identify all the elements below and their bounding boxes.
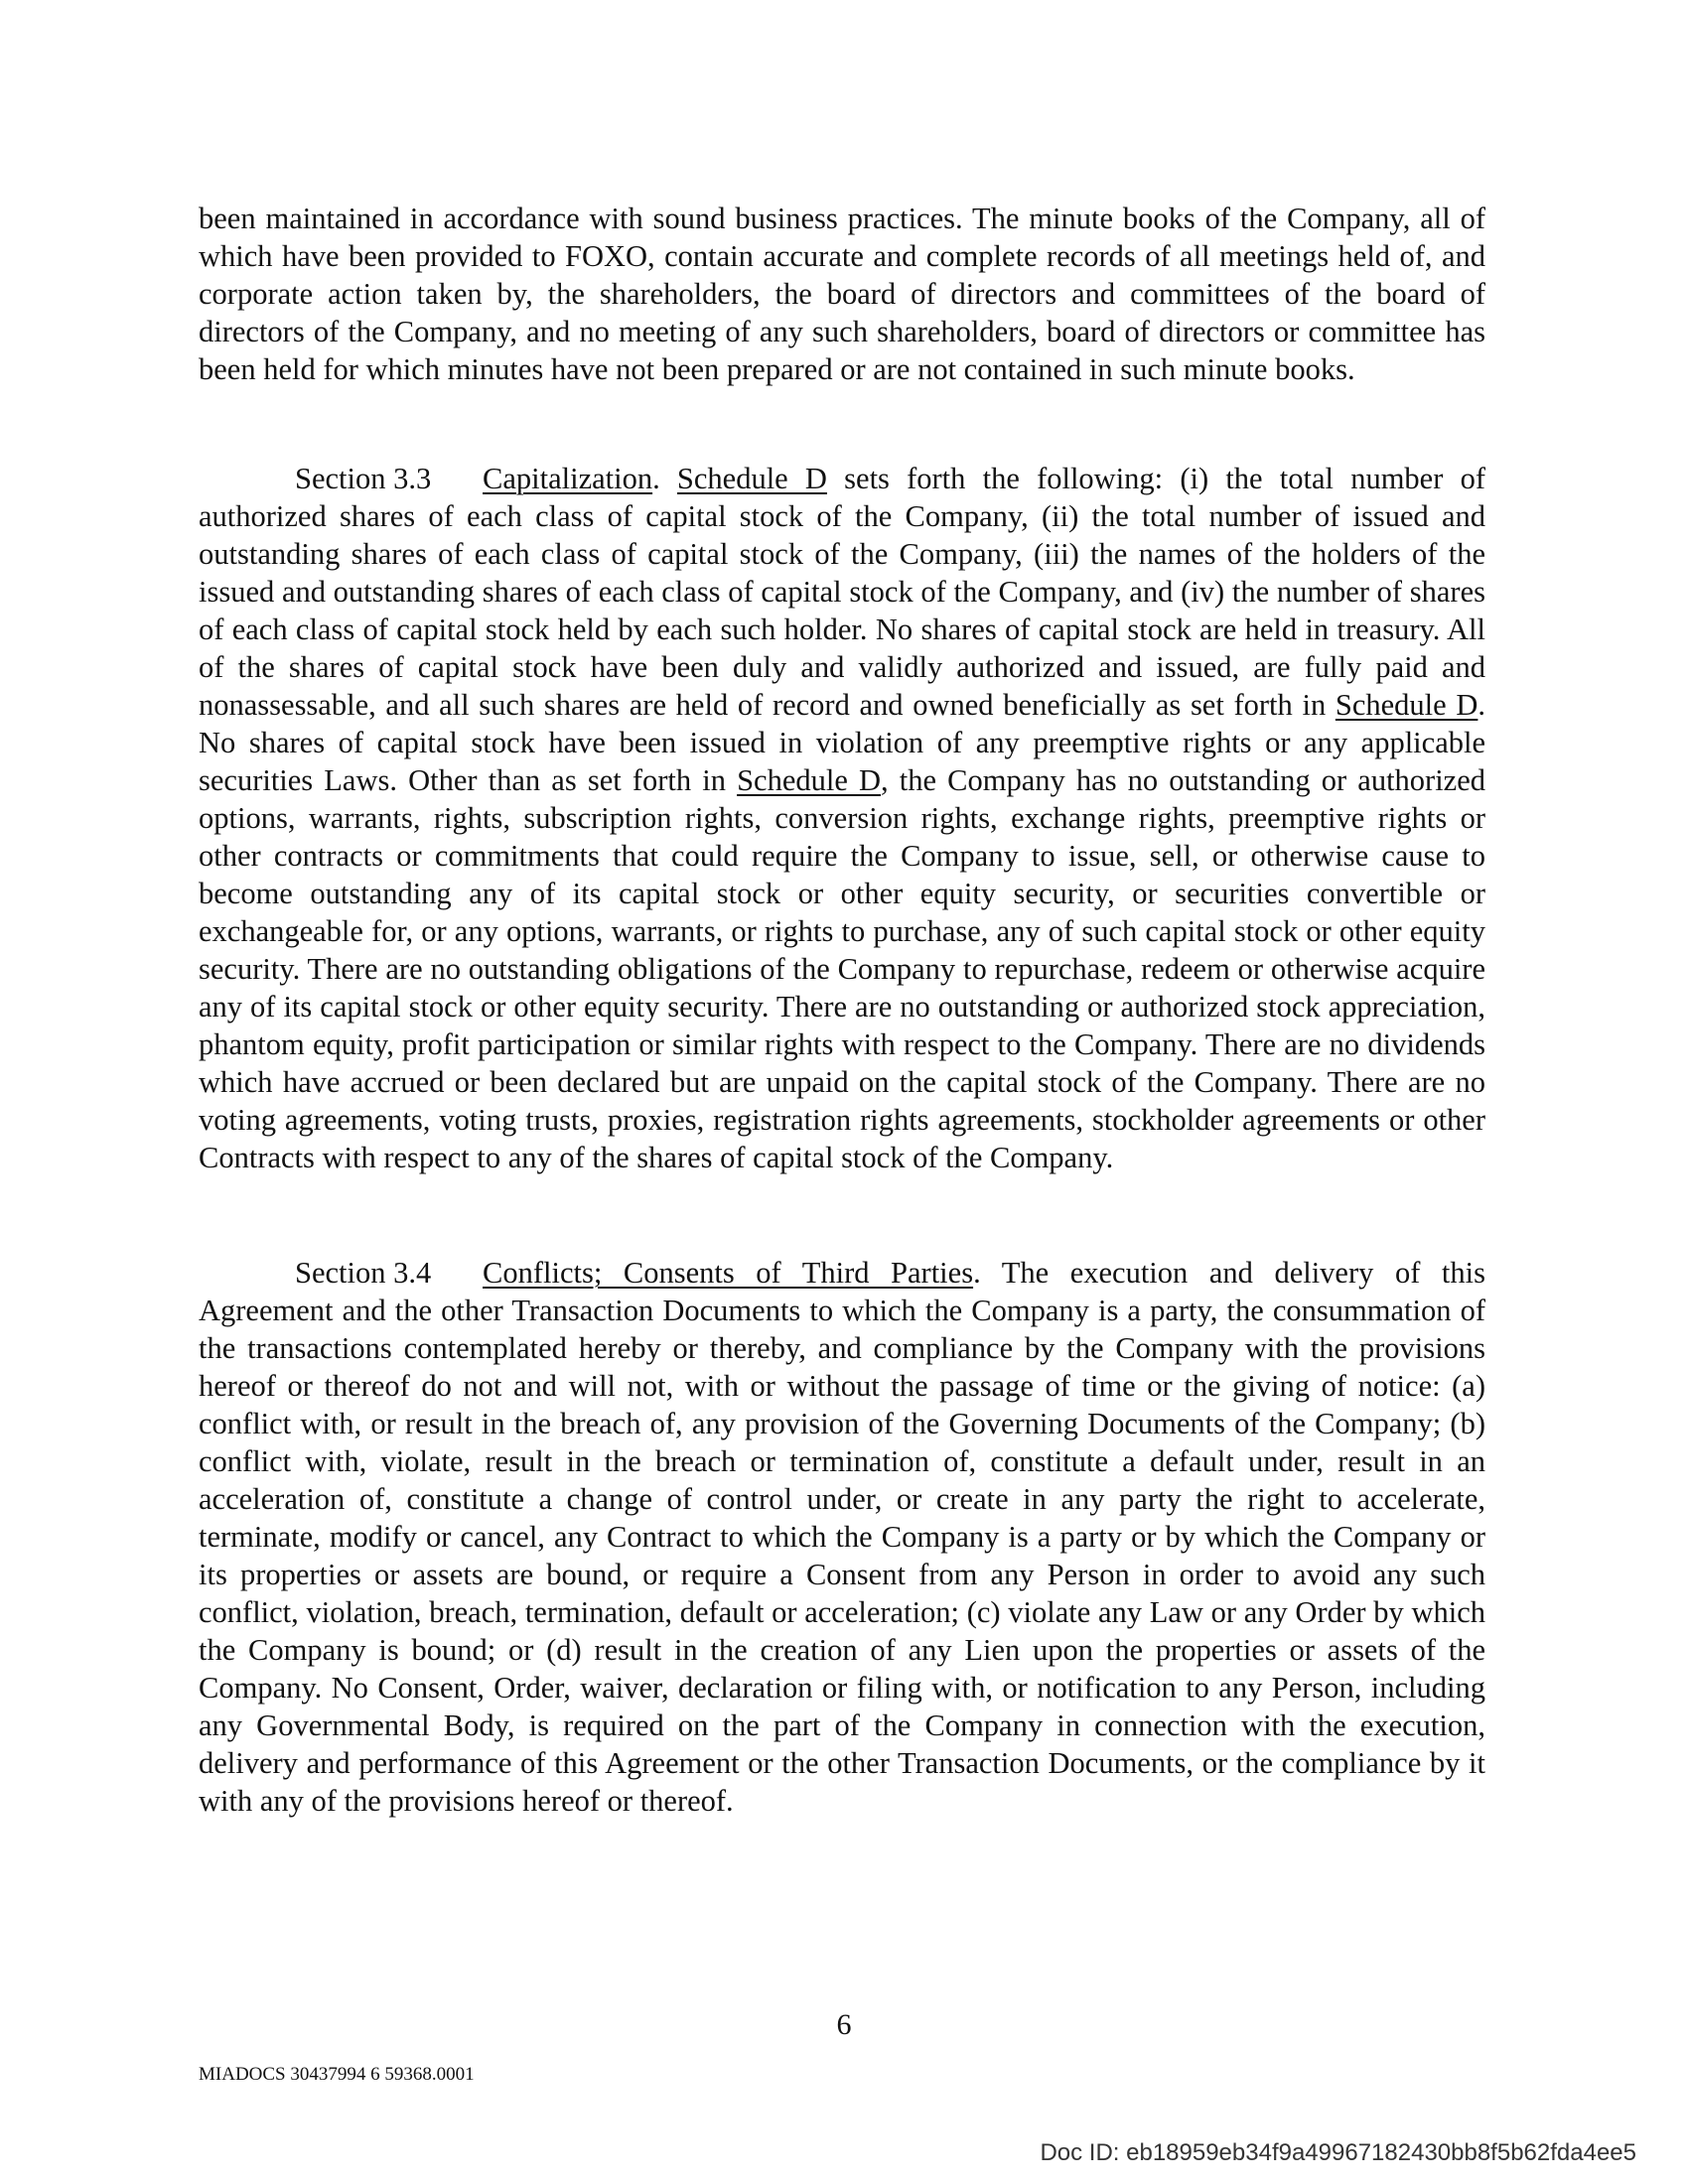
section-number: Section 3.4 [295,1256,432,1290]
heading-punctuation: . [652,462,677,495]
heading-punctuation: . [973,1256,1002,1290]
section-text: sets forth the following: (i) the total number of authorized shares of each class of capital stock of the Company, (ii) the total number of issued and outstanding shares of each class of capital stock of the Company, (iii) the names of the holders of the issued and outstanding shares of each class of capital stock of the Company, and (iv) the number of shares of each class of capital stock held by each such holder. No shares of capital stock are held in treasury. All of the shares of capital stock have been duly and validly authorized and issued, are fully paid and nonassessable, and all such shares are held of record and owned beneficially as set forth in [199,462,1485,722]
section-3-4-conflicts [199,1254,1485,1820]
doc-id-stamp: Doc ID: eb18959eb34f9a49967182430bb8f5b62fda4ee5 [1040,2139,1636,2166]
section-text: The execution and delivery of this Agreement and the other Transaction Documents to which the Company is a party, the consummation of the transactions contemplated hereby or thereby, and compliance by the Company with the provisions hereof or thereof do not and will not, with or without the passage of time or the giving of notice: (a) conflict with, or result in the breach of, any provision of the Governing Documents of the Company; (b) conflict with, violate, result in the breach or termination of, constitute a default under, result in an acceleration of, constitute a change of control under, or create in any party the right to accelerate, terminate, modify or cancel, any Contract to which the Company is a party or by which the Company or its properties or assets are bound, or require a Consent from any Person in order to avoid any such conflict, violation, breach, termination, default or acceleration; (c) violate any Law or any Order by which the Company is bound; or (d) result in the creation of any Lien upon the properties or assets of the Company. No Consent, Order, waiver, declaration or filing with, or notification to any Person, including any Governmental Body, is required on the part of the Company in connection with the execution, delivery and performance of this Agreement or the other Transaction Documents, or the compliance by it with any of the provisions hereof or thereof. [199,1256,1485,1818]
paragraph-minute-books [199,200,1485,388]
section-text: , the Company has no outstanding or authorized options, warrants, rights, subscription rights, conversion rights, exchange rights, preemptive rights or other contracts or commitments that could require the Company to issue, sell, or otherwise cause to become outstanding any of its capital stock or other equity security, or securities convertible or exchangeable for, or any options, warrants, or rights to purchase, any of such capital stock or other equity security. There are no outstanding obligations of the Company to repurchase, redeem or otherwise acquire any of its capital stock or other equity security. There are no outstanding or authorized stock appreciation, phantom equity, profit participation or similar rights with respect to the Company. There are no dividends which have accrued or been declared but are unpaid on the capital stock of the Company. There are no voting agreements, voting trusts, proxies, registration rights agreements, stockholder agreements or other Contracts with respect to any of the shares of capital stock of the Company. [199,763,1485,1174]
section-number: Section 3.3 [295,462,432,495]
schedule-reference: Schedule D [737,763,882,797]
section-heading: Capitalization [483,462,653,495]
schedule-reference: Schedule D [1335,688,1478,722]
document-code: MIADOCS 30437994 6 59368.0001 [199,2064,475,2085]
section-3-3-capitalization [199,460,1485,1176]
section-heading: Conflicts; Consents of Third Parties [483,1256,974,1290]
section-text: . No shares of capital stock have been issued in violation of any preemptive rights or any applicable securities Laws. Other than as set forth in [199,688,1486,797]
page-number: 6 [836,2008,852,2041]
schedule-reference: Schedule D [676,462,827,495]
paragraph-1-text: been maintained in accordance with sound business practices. The minute books of the Company, all of which have been provided to FOXO, contain accurate and complete records of all meetings held of, and corporate action taken by, the shareholders, the board of directors and committees of the board of directors of the Company, and no meeting of any such shareholders, board of directors or committee has been held for which minutes have not been prepared or are not contained in such minute books. [199,202,1485,386]
